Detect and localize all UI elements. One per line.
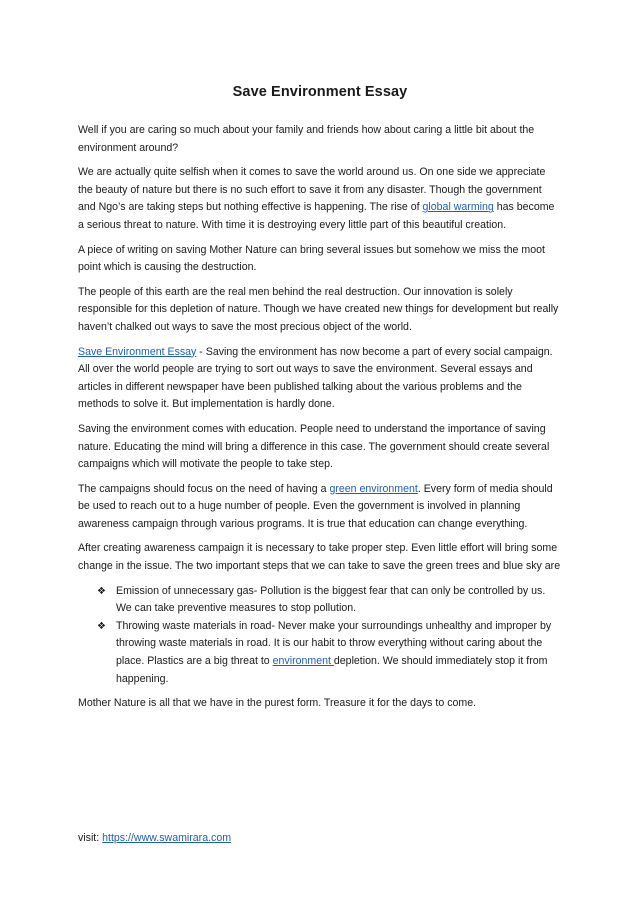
footer-website-link[interactable]: https://www.swamirara.com <box>102 832 232 844</box>
diamond-bullet-icon: ❖ <box>97 585 106 597</box>
save-environment-essay-link[interactable]: Save Environment Essay <box>78 345 197 358</box>
paragraph-5-text: - Saving the environment has now become a part of every social campaign. All over the world people are trying to sort out ways to save the environment. Several essays and articles in different newspaper have been published talking about the various problems and the methods to solve it. But implementation is hardly done. <box>78 345 553 411</box>
paragraph-4: The people of this earth are the real men behind the real destruction. Our innovation is solely responsible for this depletion of nature. Though we have created new things for development but really haven’t chalked out ways to save the most precious object of the world. <box>78 285 559 333</box>
green-environment-link[interactable]: green environment <box>329 482 418 495</box>
paragraph-8: After creating awareness campaign it is necessary to take proper step. Even little effort will bring some change in the issue. The two important steps that we can take to save the green trees and blue sky are <box>78 542 561 573</box>
list-item-text-a: Throwing waste materials in road- Never make your surroundings unhealthy and improper by throwing waste materials in road. It is our habit to throw everything without caring about the place. Plastics are a big threat to <box>116 619 552 668</box>
footer-label: visit: <box>78 832 103 844</box>
paragraph-7-text-a: The campaigns should focus on the need of having a <box>78 482 330 495</box>
paragraph-2 <box>78 164 562 234</box>
list-item <box>97 583 562 618</box>
paragraph-1: Well if you are caring so much about your family and friends how about caring a little bit about the environment around? <box>78 124 535 154</box>
paragraph-2-text-a: We are actually quite selfish when it comes to save the world around us. On one side we appreciate the beauty of nature but there is no such effort to save it from any disaster. Though the government and Ngo’s are taking steps but nothing effective is happening. The rise of <box>78 166 546 214</box>
diamond-bullet-icon: ❖ <box>97 620 106 632</box>
paragraph-7 <box>78 481 562 534</box>
paragraph-5 <box>78 344 562 414</box>
paragraph-6: Saving the environment comes with education. People need to understand the importance of saving nature. Educating the mind will bring a difference in this case. The government should create several campaigns which will motivate the people to take step. <box>78 422 550 471</box>
environment-link[interactable]: environment <box>272 655 334 668</box>
list-item-text-b: depletion. We should immediately stop it from happening. <box>116 655 548 685</box>
list-item-text: Emission of unnecessary gas- Pollution is the biggest fear that can only be controlled by us. We can take preventive measures to stop pollution. <box>116 584 546 615</box>
paragraph-2-text-b: has become a serious threat to nature. With time it is destroying every little part of this beautiful creation. <box>78 201 555 231</box>
page-title: Save Environment Essay <box>232 84 408 100</box>
paragraph-3: A piece of writing on saving Mother Nature can bring several issues but somehow we miss the moot point which is causing the destruction. <box>78 243 545 274</box>
list-item <box>97 618 562 688</box>
global-warming-link[interactable]: global warming <box>422 201 494 214</box>
steps-list <box>78 583 562 689</box>
footer <box>78 830 231 848</box>
paragraph-9: Mother Nature is all that we have in the purest form. Treasure it for the days to come. <box>78 697 477 710</box>
document-body <box>78 84 562 720</box>
paragraph-7-text-b: . Every form of media should be used to reach out to a huge number of people. Even the government is involved in planning awareness campaign through various programs. It is true that education can change everything. <box>78 482 553 530</box>
